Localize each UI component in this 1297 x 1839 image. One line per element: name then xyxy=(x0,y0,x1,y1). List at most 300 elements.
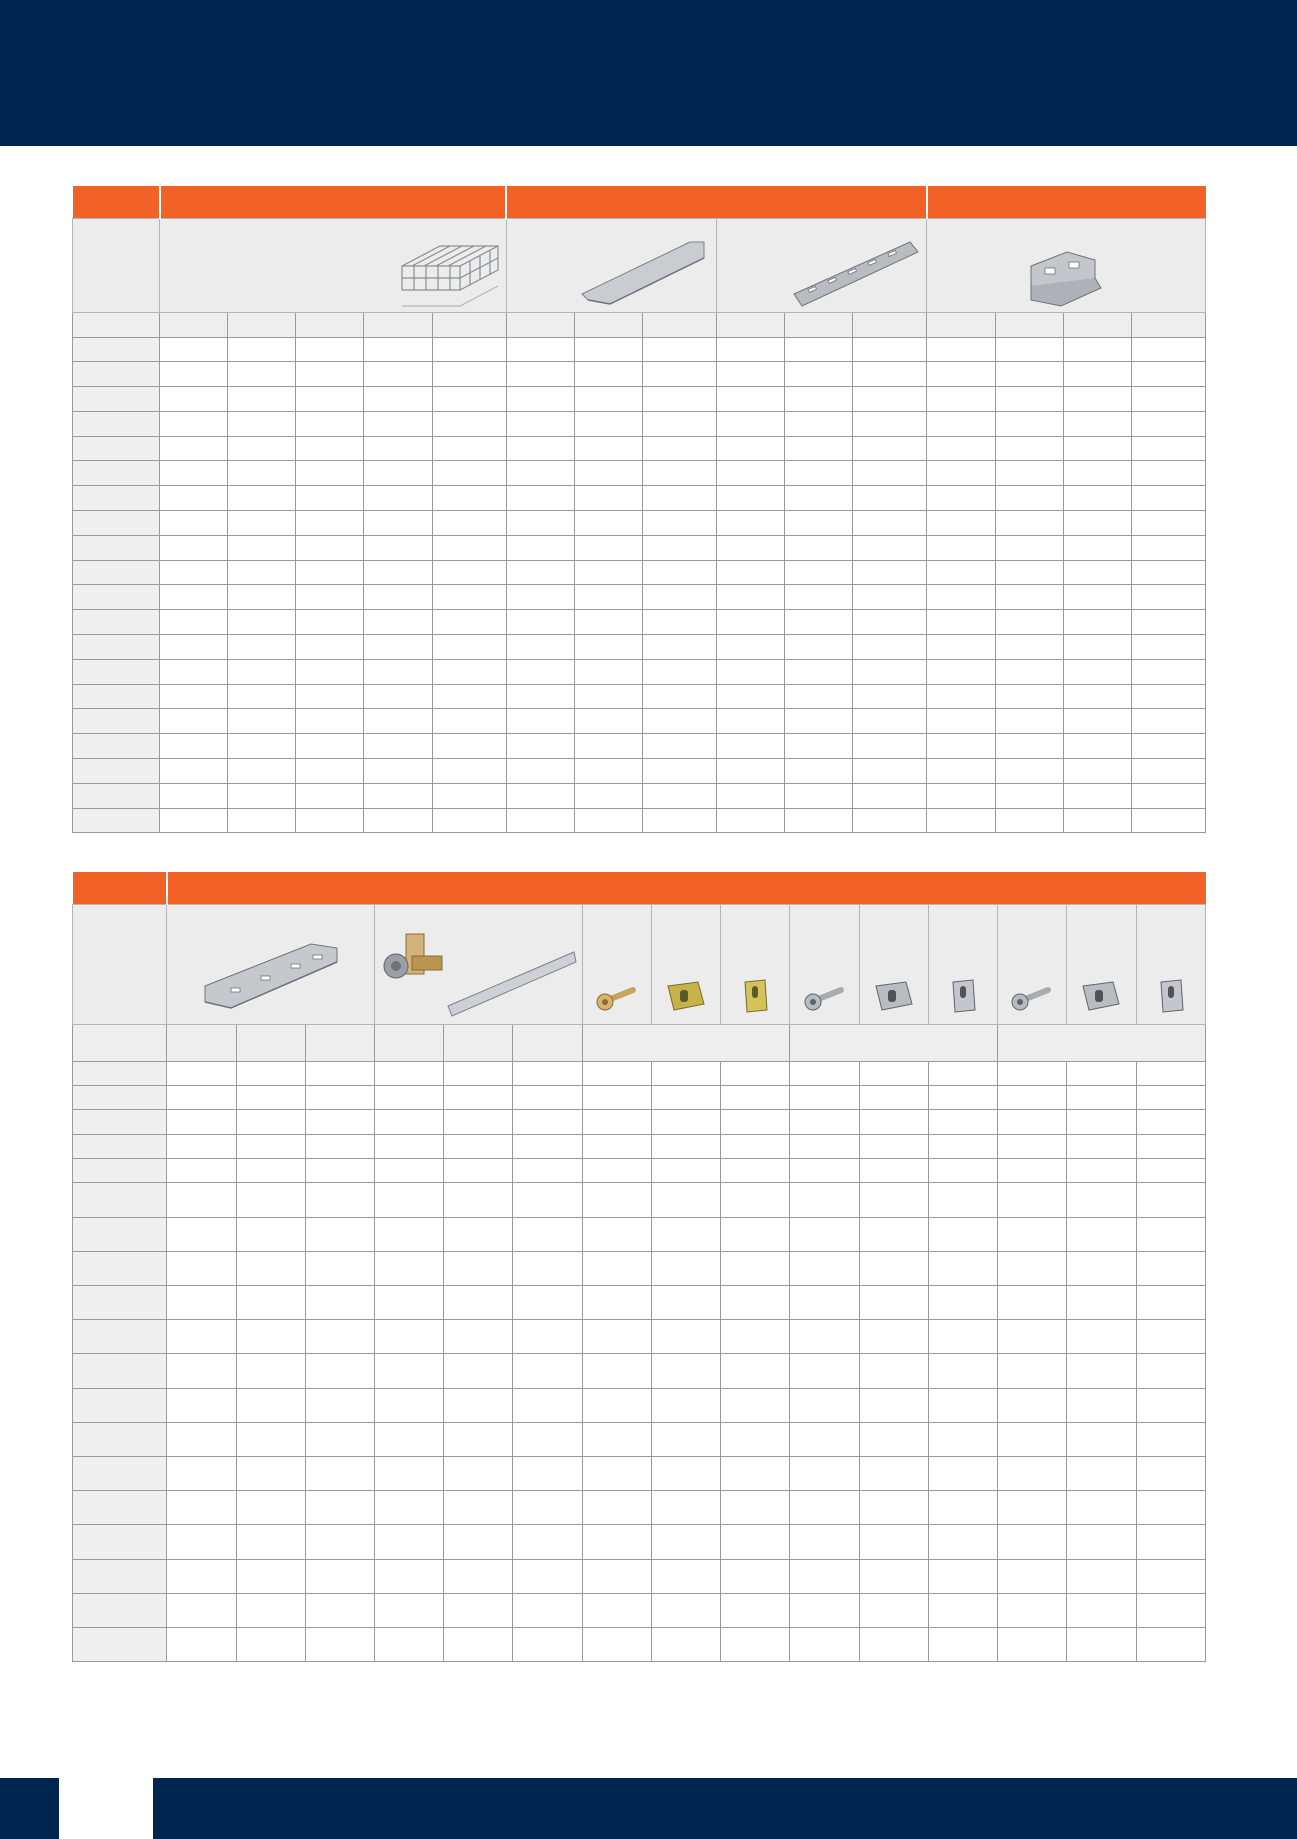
table-cell xyxy=(995,610,1063,635)
table-cell xyxy=(853,436,927,461)
table-cell xyxy=(305,1134,374,1158)
table-cell xyxy=(785,486,853,511)
row-label-cell xyxy=(73,759,160,784)
subheader-cell xyxy=(717,312,785,337)
table-cell xyxy=(1131,486,1205,511)
table-cell xyxy=(506,436,574,461)
table-row xyxy=(73,635,1206,660)
table-cell xyxy=(1136,1159,1205,1183)
subheader-cell xyxy=(296,312,364,337)
table-cell xyxy=(582,1286,651,1320)
table-cell xyxy=(305,1251,374,1285)
table-cell xyxy=(228,337,296,362)
table-cell xyxy=(927,808,995,833)
table-cell xyxy=(927,734,995,759)
table-cell xyxy=(160,337,228,362)
table-cell xyxy=(642,560,716,585)
table-row xyxy=(73,1593,1206,1627)
table-cell xyxy=(651,1085,720,1109)
table-cell xyxy=(785,635,853,660)
table-cell xyxy=(1063,486,1131,511)
row-label-cell xyxy=(73,1422,167,1456)
table-cell xyxy=(1131,411,1205,436)
product-image-cell xyxy=(721,904,790,1024)
table-cell xyxy=(790,1627,859,1661)
table-cell xyxy=(642,362,716,387)
table-cell xyxy=(785,808,853,833)
table-cell xyxy=(721,1061,790,1085)
row-label-cell xyxy=(73,486,160,511)
row-label-cell xyxy=(73,1217,167,1251)
table-cell xyxy=(296,560,364,585)
table-cell xyxy=(375,1110,444,1134)
channel-nut-and-rail-icon xyxy=(378,926,578,1020)
table-cell xyxy=(853,684,927,709)
table-cell xyxy=(364,734,432,759)
table-cell xyxy=(167,1559,236,1593)
table-cell xyxy=(506,362,574,387)
table-cell xyxy=(228,684,296,709)
table-cell xyxy=(721,1085,790,1109)
table-cell xyxy=(305,1159,374,1183)
table-cell xyxy=(995,411,1063,436)
table-cell xyxy=(167,1354,236,1388)
table-cell xyxy=(1063,461,1131,486)
table-cell xyxy=(1136,1627,1205,1661)
table-cell xyxy=(642,387,716,412)
table-cell xyxy=(236,1627,305,1661)
table-cell xyxy=(364,535,432,560)
row-label-cell xyxy=(73,1525,167,1559)
subheader-cell xyxy=(236,1024,305,1061)
table-cell xyxy=(785,337,853,362)
table-cell xyxy=(717,759,785,784)
table-cell xyxy=(790,1159,859,1183)
table-cell xyxy=(432,486,506,511)
table-cell xyxy=(228,436,296,461)
table-cell xyxy=(717,511,785,536)
table-cell xyxy=(998,1159,1067,1183)
table-row xyxy=(73,535,1206,560)
table-cell xyxy=(364,461,432,486)
table-cell xyxy=(998,1061,1067,1085)
table-1-category-row xyxy=(73,186,1206,218)
splice-plate-icon xyxy=(201,938,341,1018)
table-cell xyxy=(717,560,785,585)
row-label-cell xyxy=(73,1593,167,1627)
table-cell xyxy=(444,1320,513,1354)
table-row xyxy=(73,1217,1206,1251)
table-cell xyxy=(506,635,574,660)
table-cell xyxy=(642,659,716,684)
row-label-cell xyxy=(73,411,160,436)
row-label-cell xyxy=(73,1456,167,1490)
table-cell xyxy=(651,1525,720,1559)
table-cell xyxy=(717,808,785,833)
row-label-cell xyxy=(73,709,160,734)
table-cell xyxy=(1131,808,1205,833)
table-cell xyxy=(513,1422,582,1456)
table-cell xyxy=(236,1159,305,1183)
table-cell xyxy=(432,411,506,436)
table-cell xyxy=(998,1388,1067,1422)
subheader-cell xyxy=(73,312,160,337)
table-cell xyxy=(296,411,364,436)
table-cell xyxy=(859,1627,928,1661)
table-cell xyxy=(296,337,364,362)
table-cell xyxy=(513,1320,582,1354)
row-label-cell xyxy=(73,436,160,461)
table-cell xyxy=(236,1134,305,1158)
table-cell xyxy=(228,783,296,808)
table-cell xyxy=(717,387,785,412)
table-cell xyxy=(928,1491,997,1525)
table-cell xyxy=(228,734,296,759)
table-cell xyxy=(859,1217,928,1251)
table-cell xyxy=(582,1320,651,1354)
table-cell xyxy=(236,1110,305,1134)
table-cell xyxy=(651,1183,720,1217)
image-row-label xyxy=(73,218,160,312)
table-cell xyxy=(651,1286,720,1320)
table-cell xyxy=(1136,1525,1205,1559)
table-cell xyxy=(790,1320,859,1354)
product-image-cell xyxy=(927,218,1206,312)
table-cell xyxy=(582,1183,651,1217)
table-cell xyxy=(444,1388,513,1422)
table-cell xyxy=(998,1456,1067,1490)
table-row xyxy=(73,560,1206,585)
table-row xyxy=(73,734,1206,759)
table-cell xyxy=(1063,783,1131,808)
table-cell xyxy=(506,486,574,511)
product-image-cell xyxy=(717,218,927,312)
table-cell xyxy=(995,461,1063,486)
table-cell xyxy=(574,783,642,808)
footer-band-right xyxy=(153,1778,1297,1839)
table-cell xyxy=(1131,659,1205,684)
table-cell xyxy=(785,659,853,684)
table-cell xyxy=(1063,759,1131,784)
row-label-cell xyxy=(73,337,160,362)
table-cell xyxy=(1067,1217,1136,1251)
table-cell xyxy=(432,808,506,833)
table-cell xyxy=(998,1491,1067,1525)
table-cell xyxy=(375,1134,444,1158)
subheader-cell xyxy=(160,312,228,337)
table-cell xyxy=(1063,560,1131,585)
table-cell xyxy=(574,411,642,436)
table-cell xyxy=(928,1320,997,1354)
table-cell xyxy=(859,1491,928,1525)
row-label-cell xyxy=(73,1627,167,1661)
table-cell xyxy=(1136,1110,1205,1134)
table-cell xyxy=(296,362,364,387)
row-label-cell xyxy=(73,1354,167,1388)
table-cell xyxy=(296,511,364,536)
table-cell xyxy=(1067,1491,1136,1525)
table-cell xyxy=(927,436,995,461)
table-cell xyxy=(506,808,574,833)
table-cell xyxy=(1136,1134,1205,1158)
subheader-cell xyxy=(1131,312,1205,337)
table-cell xyxy=(582,1525,651,1559)
table-cell xyxy=(364,585,432,610)
table-cell xyxy=(995,585,1063,610)
table-cell xyxy=(859,1085,928,1109)
table-cell xyxy=(642,709,716,734)
table-cell xyxy=(167,1388,236,1422)
table-cell xyxy=(574,808,642,833)
table-cell xyxy=(1136,1183,1205,1217)
table-cell xyxy=(928,1183,997,1217)
table-cell xyxy=(228,486,296,511)
table-cell xyxy=(651,1217,720,1251)
table-cell xyxy=(1131,461,1205,486)
table-cell xyxy=(167,1217,236,1251)
table-cell xyxy=(717,709,785,734)
table-cell xyxy=(228,709,296,734)
table-cell xyxy=(167,1593,236,1627)
table-cell xyxy=(375,1354,444,1388)
table-cell xyxy=(160,362,228,387)
row-label-cell xyxy=(73,1134,167,1158)
table-cell xyxy=(513,1217,582,1251)
table-cell xyxy=(236,1286,305,1320)
table-cell xyxy=(785,461,853,486)
table-cell xyxy=(927,535,995,560)
table-cell xyxy=(1067,1388,1136,1422)
table-cell xyxy=(228,610,296,635)
row-label-cell xyxy=(73,1388,167,1422)
table-cell xyxy=(432,659,506,684)
table-cell xyxy=(432,362,506,387)
table-cell xyxy=(228,635,296,660)
table-cell xyxy=(432,759,506,784)
table-cell xyxy=(995,808,1063,833)
table-cell xyxy=(1136,1388,1205,1422)
table-cell xyxy=(859,1456,928,1490)
table-cell xyxy=(651,1388,720,1422)
table-cell xyxy=(1136,1491,1205,1525)
table-cell xyxy=(236,1388,305,1422)
table-cell xyxy=(790,1525,859,1559)
table-cell xyxy=(853,734,927,759)
table-cell xyxy=(167,1183,236,1217)
row-label-cell xyxy=(73,362,160,387)
table-cell xyxy=(444,1085,513,1109)
table-cell xyxy=(927,759,995,784)
table-cell xyxy=(785,560,853,585)
table-cell xyxy=(364,436,432,461)
table-row xyxy=(73,684,1206,709)
table-cell xyxy=(790,1491,859,1525)
table-cell xyxy=(432,610,506,635)
table-cell xyxy=(995,560,1063,585)
table-cell xyxy=(853,783,927,808)
product-image-cell xyxy=(160,218,507,312)
row-label-cell xyxy=(73,1320,167,1354)
table-cell xyxy=(228,461,296,486)
table-cell xyxy=(1067,1627,1136,1661)
table-cell xyxy=(236,1217,305,1251)
table-cell xyxy=(513,1159,582,1183)
table-cell xyxy=(1067,1110,1136,1134)
subheader-cell xyxy=(305,1024,374,1061)
table-cell xyxy=(1067,1593,1136,1627)
table-cell xyxy=(228,411,296,436)
table-cell xyxy=(574,461,642,486)
steel-washer-icon xyxy=(945,976,981,1016)
table-cell xyxy=(1063,411,1131,436)
table-cell xyxy=(444,1286,513,1320)
subheader-cell xyxy=(785,312,853,337)
table-cell xyxy=(995,362,1063,387)
subheader-cell xyxy=(574,312,642,337)
table-cell xyxy=(305,1422,374,1456)
subheader-cell xyxy=(444,1024,513,1061)
table-2-category-row xyxy=(73,872,1206,904)
table-cell xyxy=(651,1456,720,1490)
table-cell xyxy=(721,1388,790,1422)
table-cell xyxy=(432,560,506,585)
table-cell xyxy=(582,1110,651,1134)
table-cell xyxy=(998,1354,1067,1388)
table-cell xyxy=(432,337,506,362)
row-label-cell xyxy=(73,1183,167,1217)
table-cell xyxy=(785,684,853,709)
table-cell xyxy=(1136,1217,1205,1251)
table-cell xyxy=(1067,1422,1136,1456)
table-cell xyxy=(928,1456,997,1490)
table-cell xyxy=(928,1061,997,1085)
table-cell xyxy=(642,610,716,635)
table-cell xyxy=(785,783,853,808)
table-cell xyxy=(305,1217,374,1251)
table-cell xyxy=(642,486,716,511)
table-cell xyxy=(721,1251,790,1285)
table-cell xyxy=(998,1593,1067,1627)
table-cell xyxy=(296,585,364,610)
subheader-cell xyxy=(506,312,574,337)
table-row xyxy=(73,1456,1206,1490)
table-cell xyxy=(853,337,927,362)
table-cell xyxy=(364,511,432,536)
table-cell xyxy=(859,1159,928,1183)
table-cell xyxy=(927,709,995,734)
table-cell xyxy=(506,387,574,412)
table-cell xyxy=(927,659,995,684)
table-cell xyxy=(1136,1456,1205,1490)
table-cell xyxy=(228,362,296,387)
table-cell xyxy=(1063,337,1131,362)
table-cell xyxy=(1067,1456,1136,1490)
table-cell xyxy=(927,337,995,362)
image-row-label xyxy=(73,904,167,1024)
table-cell xyxy=(1067,1354,1136,1388)
table-cell xyxy=(444,1456,513,1490)
table-cell xyxy=(1063,436,1131,461)
category-cell xyxy=(73,872,167,904)
table-row xyxy=(73,1085,1206,1109)
table-cell xyxy=(651,1627,720,1661)
table-cell xyxy=(574,511,642,536)
table-cell xyxy=(432,684,506,709)
table-row xyxy=(73,486,1206,511)
table-cell xyxy=(651,1559,720,1593)
table-cell xyxy=(721,1110,790,1134)
table-cell xyxy=(1067,1061,1136,1085)
table-cell xyxy=(375,1251,444,1285)
table-cell xyxy=(236,1354,305,1388)
table-cell xyxy=(1136,1354,1205,1388)
table-cell xyxy=(1063,808,1131,833)
brass-clip-icon xyxy=(664,976,708,1016)
table-cell xyxy=(574,436,642,461)
table-cell xyxy=(927,461,995,486)
table-cell xyxy=(1063,585,1131,610)
table-cell xyxy=(296,387,364,412)
table-cell xyxy=(574,337,642,362)
table-cell xyxy=(853,362,927,387)
table-cell xyxy=(1067,1320,1136,1354)
table-cell xyxy=(574,560,642,585)
table-cell xyxy=(506,709,574,734)
table-cell xyxy=(506,337,574,362)
table-cell xyxy=(296,783,364,808)
table-cell xyxy=(1136,1422,1205,1456)
table-cell xyxy=(1131,585,1205,610)
table-row xyxy=(73,1183,1206,1217)
table-cell xyxy=(236,1061,305,1085)
table-cell xyxy=(582,1559,651,1593)
table-cell xyxy=(721,1559,790,1593)
table-cell xyxy=(574,759,642,784)
table-cell xyxy=(642,337,716,362)
table-row xyxy=(73,1110,1206,1134)
table-cell xyxy=(995,635,1063,660)
table-cell xyxy=(375,1159,444,1183)
footer-band-left xyxy=(0,1778,59,1839)
table-cell xyxy=(721,1286,790,1320)
table-cell xyxy=(998,1085,1067,1109)
subheader-cell xyxy=(1063,312,1131,337)
table-cell xyxy=(432,635,506,660)
table-cell xyxy=(432,511,506,536)
table-cell xyxy=(721,1422,790,1456)
steel-washer-2-icon xyxy=(1153,976,1189,1016)
table-cell xyxy=(859,1183,928,1217)
table-cell xyxy=(651,1354,720,1388)
table-cell xyxy=(1131,535,1205,560)
table-cell xyxy=(642,684,716,709)
steel-clip-2-icon xyxy=(1079,976,1123,1016)
row-label-cell xyxy=(73,659,160,684)
table-cell xyxy=(785,511,853,536)
table-cell xyxy=(995,684,1063,709)
table-cell xyxy=(582,1627,651,1661)
table-cell xyxy=(375,1593,444,1627)
table-cell xyxy=(717,411,785,436)
table-cell xyxy=(1131,759,1205,784)
table-cell xyxy=(1067,1085,1136,1109)
table-cell xyxy=(859,1559,928,1593)
table-cell xyxy=(432,585,506,610)
table-cell xyxy=(651,1061,720,1085)
subheader-cell xyxy=(995,312,1063,337)
table-cell xyxy=(785,585,853,610)
table-row xyxy=(73,1251,1206,1285)
